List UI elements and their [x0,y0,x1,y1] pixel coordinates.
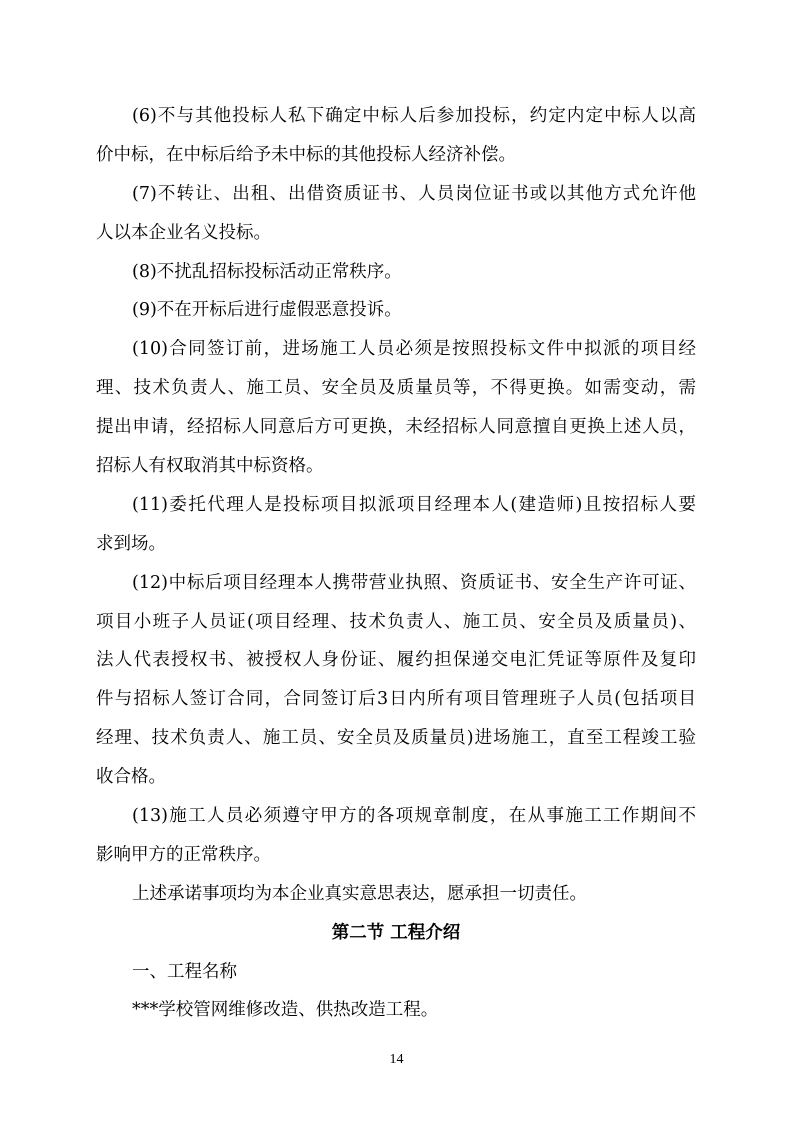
text-line: 影响甲方的正常秩序。 [96,844,271,865]
text-line: 求到场。 [96,533,166,554]
text-line: 价中标，在中标后给予未中标的其他投标人经济补偿。 [96,144,516,165]
text-line: (13)施工人员必须遵守甲方的各项规章制度，在从事施工工作期间不 [132,806,696,827]
text-line: ***学校管网维修改造、供热改造工程。 [132,1000,439,1021]
text-line: 件与招标人签订合同，合同签订后3日内所有项目管理班子人员(包括项目 [96,689,696,710]
text-line: 收合格。 [96,767,166,788]
text-line: (9)不在开标后进行虚假恶意投诉。 [132,300,402,321]
text-line: 人以本企业名义投标。 [96,222,271,243]
text-line: 项目小班子人员证(项目经理、技术负责人、施工员、安全员及质量员)、 [96,611,696,632]
text-line: (11)委托代理人是投标项目拟派项目经理本人(建造师)且按招标人要 [132,494,696,515]
text-line: (6)不与其他投标人私下确定中标人后参加投标，约定内定中标人以高 [132,106,696,126]
text-line: (10)合同签订前，进场施工人员必须是按照投标文件中拟派的项目经 [132,339,696,360]
text-line: 经理、技术负责人、施工员、安全员及质量员)进场施工，直至工程竣工验 [96,728,696,749]
text-line: (8)不扰乱招标投标活动正常秩序。 [132,261,402,282]
text-line: 法人代表授权书、被授权人身份证、履约担保递交电汇凭证等原件及复印 [96,650,696,671]
section-heading: 第二节 工程介绍 [331,922,461,943]
document-body [96,97,696,1030]
text-line: (12)中标后项目经理本人携带营业执照、资质证书、安全生产许可证、 [132,572,696,593]
text-line: (7)不转让、出租、出借资质证书、人员岗位证书或以其他方式允许他 [132,183,696,204]
subsection-heading: 一、工程名称 [132,961,237,982]
text-line: 招标人有权取消其中标资格。 [96,456,324,477]
text-line: 理、技术负责人、施工员、安全员及质量员等，不得更换。如需变动，需 [96,378,696,399]
text-line: 上述承诺事项均为本企业真实意思表达，愿承担一切责任。 [132,883,587,904]
text-line: 提出申请，经招标人同意后方可更换，未经招标人同意擅自更换上述人员， [96,417,696,438]
page-number: 14 [389,1052,404,1067]
